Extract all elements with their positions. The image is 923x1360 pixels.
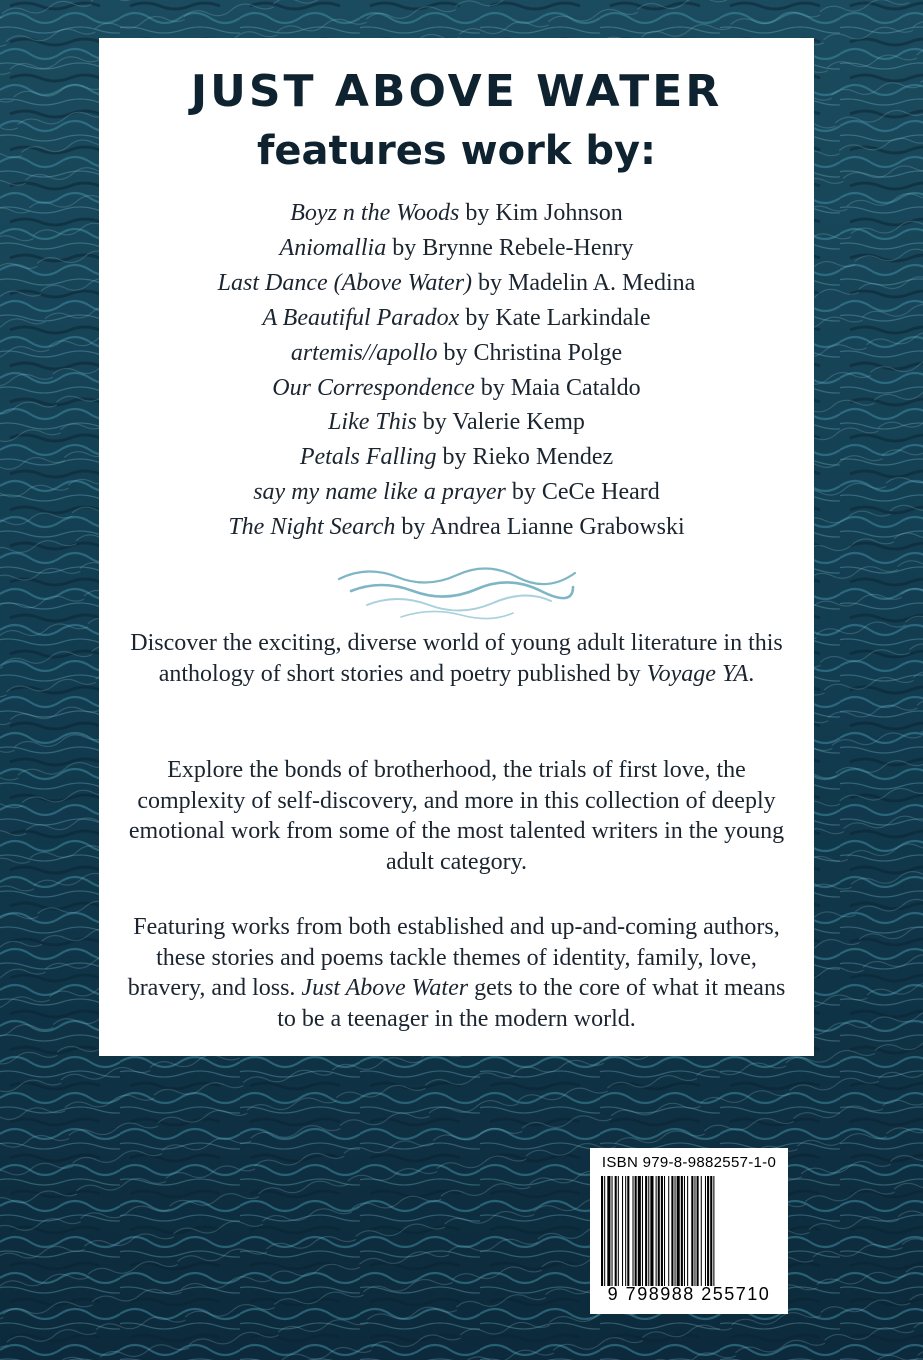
author-credit: by Madelin A. Medina	[472, 269, 696, 296]
barcode-bar	[604, 1176, 605, 1286]
text-panel	[99, 38, 814, 1056]
author-credit: by Rieko Mendez	[436, 444, 614, 471]
work-title: Aniomallia	[279, 234, 387, 261]
author-credit: by Brynne Rebele-Henry	[386, 234, 634, 261]
contributor-item	[99, 405, 814, 440]
work-title: say my name like a prayer	[253, 479, 506, 506]
barcode-bar	[705, 1176, 706, 1286]
barcode-bar	[713, 1176, 714, 1286]
barcode-bar	[642, 1176, 643, 1286]
barcode-bar	[697, 1176, 699, 1286]
barcode-bar	[650, 1176, 653, 1286]
blurb-text: gets to the core of what it means to be a teenager in the modern world.	[277, 975, 786, 1032]
blurb-paragraph-2: Explore the bonds of brotherhood, the trials of first love, the complexity of self-discovery, and more in this collection of deeply emotional work from some of the most talented writers in the young adult category.	[128, 757, 785, 875]
work-title: artemis//apollo	[290, 339, 438, 366]
barcode-bar	[684, 1176, 685, 1286]
barcode-bar	[681, 1176, 683, 1286]
barcode-bar	[618, 1176, 619, 1286]
work-title: Petals Falling	[299, 444, 437, 471]
work-title: Like This	[328, 409, 417, 436]
barcode-bar	[627, 1176, 629, 1286]
contributor-item	[99, 371, 814, 406]
work-title: A Beautiful Paradox	[262, 304, 460, 331]
author-credit: by Kim Johnson	[459, 200, 623, 226]
barcode-bar	[675, 1176, 676, 1286]
barcode-bar	[601, 1176, 603, 1286]
barcode-bar	[607, 1176, 610, 1286]
barcode-bar	[664, 1176, 665, 1286]
blurb-paragraph-1	[119, 628, 794, 689]
author-credit: by Kate Larkindale	[459, 304, 651, 331]
blurb-text: Discover the exciting, diverse world of young adult literature in this anthology of short stories and poetry published by	[130, 630, 783, 687]
barcode-bar	[671, 1176, 673, 1286]
barcode-bar	[612, 1176, 613, 1286]
wave-ornament-icon	[337, 561, 577, 625]
features-heading: features work by:	[256, 128, 657, 174]
blurb-paragraph-3	[119, 912, 794, 1034]
barcode-bar	[691, 1176, 693, 1286]
barcode-bar	[707, 1176, 709, 1286]
work-title: The Night Search	[228, 514, 396, 541]
barcode-bar	[645, 1176, 647, 1286]
barcode-bar	[658, 1176, 660, 1286]
work-title: Last Dance (Above Water)	[217, 269, 473, 296]
isbn-barcode	[590, 1148, 788, 1314]
barcode-bar	[633, 1176, 634, 1286]
author-credit: by Maia Cataldo	[474, 374, 641, 401]
contributor-item	[99, 266, 814, 301]
barcode-bar	[625, 1176, 626, 1286]
contributor-item	[99, 301, 814, 336]
barcode-bar	[635, 1176, 637, 1286]
barcode-bar	[687, 1176, 688, 1286]
author-credit: by Christina Polge	[437, 339, 623, 366]
book-title-inline: Just Above Water	[301, 975, 469, 1001]
publisher-name: Voyage YA	[646, 660, 749, 687]
blurb-text: .	[748, 660, 755, 687]
barcode-digits: 9 798988 255710	[607, 1284, 771, 1304]
barcode-bars-icon	[601, 1176, 777, 1286]
author-credit: by Andrea Lianne Grabowski	[395, 514, 685, 541]
contributor-list	[99, 196, 814, 545]
barcode-bar	[694, 1176, 695, 1286]
barcode-bar	[622, 1176, 623, 1286]
contributor-item	[99, 336, 814, 371]
barcode-bar	[648, 1176, 649, 1286]
work-title: Boyz n the Woods	[290, 200, 460, 226]
barcode-bar	[638, 1176, 641, 1286]
barcode-bar	[656, 1176, 657, 1286]
isbn-label: ISBN 979-8-9882557-1-0	[601, 1154, 777, 1171]
book-title: JUST ABOVE WATER	[190, 66, 723, 117]
barcode-bar	[661, 1176, 663, 1286]
author-credit: by CeCe Heard	[505, 479, 660, 506]
barcode-bar	[710, 1176, 712, 1286]
author-credit: by Valerie Kemp	[416, 409, 585, 436]
work-title: Our Correspondence	[272, 374, 475, 401]
contributor-item	[99, 196, 814, 231]
contributor-item	[99, 475, 814, 510]
contributor-item	[99, 510, 814, 545]
barcode-bar	[615, 1176, 617, 1286]
contributor-item	[99, 440, 814, 475]
barcode-bar	[701, 1176, 702, 1286]
barcode-bar	[677, 1176, 680, 1286]
contributor-item	[99, 231, 814, 266]
blurb-text: Featuring works from both established and up-and-coming authors, these stories and poems tackle themes of identity, family, love, bravery, and loss.	[127, 914, 780, 1001]
barcode-bar	[668, 1176, 669, 1286]
